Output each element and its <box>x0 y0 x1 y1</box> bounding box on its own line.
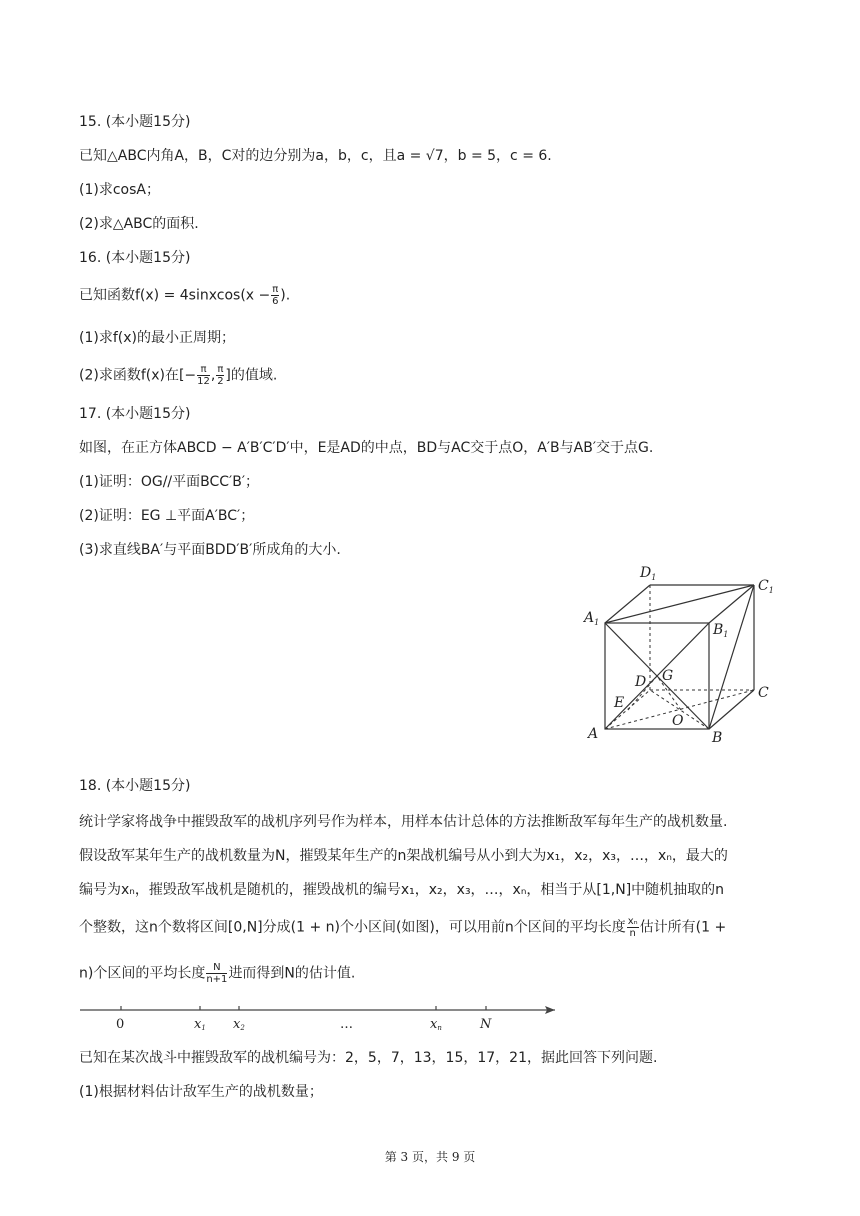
q17-part2: (2)证明：EG ⊥平面A′BC′； <box>79 508 255 524</box>
label-c1: $C_1$ <box>758 578 774 595</box>
q18-line-1: 统计学家将战争中摧毁敌军的战机序列号作为样本，用样本估计总体的方法推断敌军每年生产的战机数量. <box>79 814 728 830</box>
q18-line-4 <box>79 916 726 939</box>
label-d: D <box>635 674 647 690</box>
q17-part3: (3)求直线BA′与平面BDD′B′所成角的大小. <box>79 542 341 558</box>
q16-part2 <box>79 364 277 387</box>
fraction-denominator: 2 <box>217 376 224 387</box>
q18-line-5 <box>79 962 355 985</box>
hidden-edge-a-d <box>605 690 650 729</box>
q16-stem <box>79 284 290 307</box>
q15-stem: 已知△ABC内角A，B，C对的边分别为a，b，c，且a = √7，b = 5，c = 6. <box>79 148 552 164</box>
label-zero: 0 <box>116 1017 125 1032</box>
q16-stem-fraction <box>271 284 279 307</box>
diagonal-b-c1 <box>709 585 754 729</box>
fraction-denominator: n+1 <box>206 974 228 985</box>
q16-heading: 16. (本小题15分) <box>79 250 191 266</box>
q18-line-4-fraction <box>627 916 639 939</box>
label-b: B <box>712 730 723 745</box>
label-e: E <box>614 695 625 711</box>
q18-line-4-suffix: 估计所有(1 + <box>639 919 727 936</box>
fraction-numerator: π <box>272 284 279 295</box>
fraction-numerator: π <box>217 364 224 375</box>
q18-line-3: 编号为xₙ，摧毁敌军战机是随机的，摧毁战机的编号x₁，x₂，x₃，…，xₙ，相当于从[1,N]中随机抽取的n <box>79 882 725 898</box>
number-line-figure <box>75 1000 570 1040</box>
q15-heading: 15. (本小题15分) <box>79 114 191 130</box>
q18-line-5-suffix: 进而得到N的估计值. <box>228 965 356 982</box>
label-x1: x1 <box>194 1017 206 1032</box>
q17-stem: 如图，在正方体ABCD − A′B′C′D′中，E是AD的中点，BD与AC交于点O，A′B与AB′交于点G. <box>79 440 654 456</box>
fraction-denominator: 12 <box>197 376 210 387</box>
q15-part1: (1)求cosA； <box>79 182 160 198</box>
label-x2: x2 <box>233 1017 245 1032</box>
label-a: A <box>588 726 599 742</box>
label-b1: $B_1$ <box>713 622 729 639</box>
label-d1: $D_1$ <box>640 565 657 582</box>
q16-stem-prefix: 已知函数f(x) = 4sinxcos(x − <box>79 287 271 304</box>
q18-line-2: 假设敌军某年生产的战机数量为N，摧毁某年生产的n架战机编号从小到大为x₁，x₂，x₃，…，xₙ，最大的 <box>79 848 728 864</box>
q16-part2-prefix: (2)求函数f(x)在[− <box>79 367 197 384</box>
q18-part1: (1)根据材料估计敌军生产的战机数量； <box>79 1084 323 1100</box>
fraction-numerator: π <box>197 364 210 376</box>
q16-part2-fraction-2 <box>216 364 224 387</box>
q17-heading: 17. (本小题15分) <box>79 406 191 422</box>
page-footer: 第 3 页，共 9 页 <box>384 1150 476 1164</box>
fraction-numerator: xₙ <box>627 916 638 927</box>
q18-heading: 18. (本小题15分) <box>79 778 191 794</box>
label-xn: xn <box>430 1017 442 1032</box>
q18-data-line: 已知在某次战斗中摧毁敌军的战机编号为：2，5，7，13，15，17，21，据此回答下列问题. <box>79 1050 658 1066</box>
q16-stem-suffix: ). <box>280 287 291 304</box>
label-g: G <box>662 668 674 684</box>
label-n: N <box>480 1017 492 1032</box>
label-o: O <box>672 713 684 729</box>
q17-part1: (1)证明：OG//平面BCC′B′； <box>79 474 260 490</box>
q18-line-5-fraction <box>206 962 227 985</box>
q16-part2-comma: , <box>210 367 216 384</box>
edge-b-c <box>709 690 754 729</box>
q18-line-4-prefix: 个整数，这n个数将区间[0,N]分成(1 + n)个小区间(如图)，可以用前n个区间的平均长度 <box>79 919 626 936</box>
fraction-denominator: 6 <box>272 296 279 307</box>
label-dots: … <box>340 1017 353 1032</box>
cube-figure <box>578 560 788 745</box>
fraction-denominator: n <box>629 928 636 939</box>
q16-part2-suffix: ]的值域. <box>225 367 278 384</box>
fraction-numerator: N <box>206 962 227 974</box>
q18-line-5-prefix: n)个区间的平均长度 <box>79 965 206 982</box>
q16-part2-fraction-1 <box>197 364 210 387</box>
q16-part1: (1)求f(x)的最小正周期； <box>79 330 235 346</box>
q15-part2: (2)求△ABC的面积. <box>79 216 199 232</box>
label-a1: $A_1$ <box>584 610 600 627</box>
label-c: C <box>758 685 769 701</box>
